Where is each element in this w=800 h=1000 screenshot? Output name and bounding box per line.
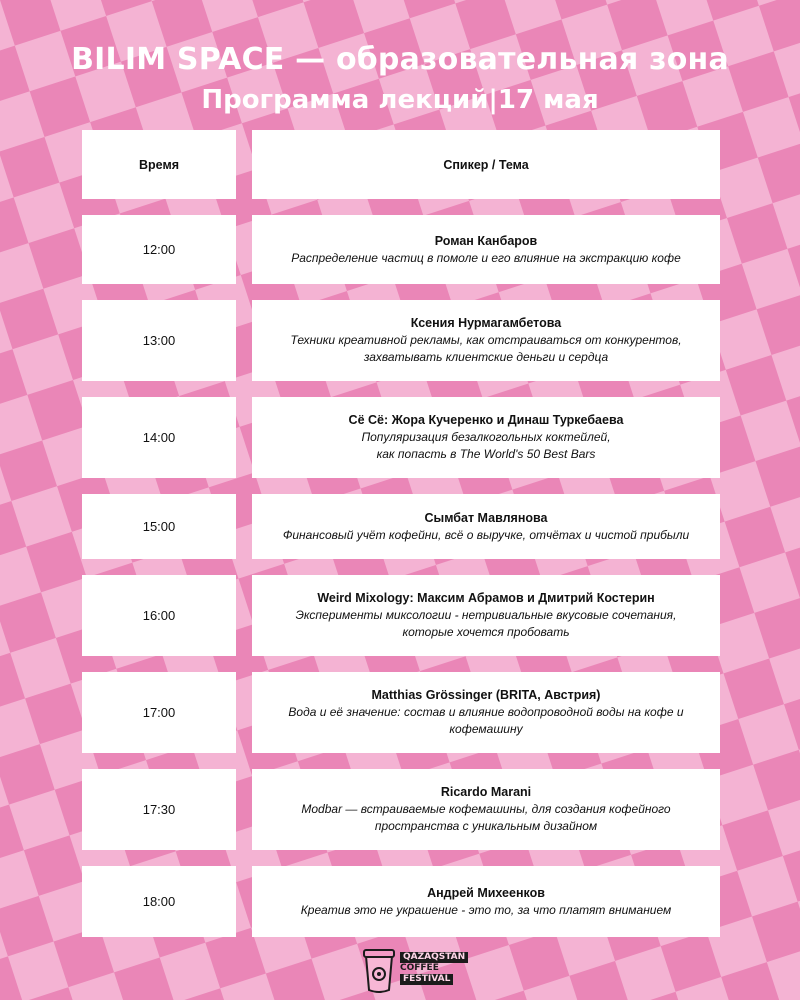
row-speaker: Роман Канбаров xyxy=(434,233,538,248)
table-row-topic xyxy=(252,494,720,559)
row-time: 13:00 xyxy=(142,333,176,348)
row-topic: Техники креативной рекламы, как отстраиваться от конкурентов, захватывать клиентские деньги и сердца xyxy=(290,333,682,364)
header-cell-topic xyxy=(252,130,720,199)
row-speaker: Андрей Михеенков xyxy=(427,885,545,900)
logo-text xyxy=(400,952,472,985)
logo-line-1: QAZAQSTAN xyxy=(400,952,468,963)
row-topic: Креатив это не украшение - это то, за что платят вниманием xyxy=(300,902,672,917)
row-time: 16:00 xyxy=(142,608,176,623)
row-time: 15:00 xyxy=(142,519,176,534)
row-time: 12:00 xyxy=(142,242,176,257)
coffee-cup-icon xyxy=(362,946,396,994)
row-speaker: Сымбат Мавлянова xyxy=(424,510,548,525)
page-subtitle: Программа лекций|17 мая xyxy=(201,85,599,115)
table-row-time xyxy=(82,300,236,381)
column-header-topic: Спикер / Тема xyxy=(443,157,529,172)
row-time: 14:00 xyxy=(142,430,176,445)
header xyxy=(0,40,800,120)
row-speaker: Weird Mixology: Максим Абрамов и Дмитрий Костерин xyxy=(317,591,655,605)
table-row-time xyxy=(82,215,236,284)
row-topic: Популяризация безалкогольных коктейлей, как попасть в The World's 50 Best Bars xyxy=(361,430,611,461)
table-row-time xyxy=(82,494,236,559)
table-row-time xyxy=(82,866,236,937)
logo-line-3: FESTIVAL xyxy=(400,974,453,985)
table-row-topic xyxy=(252,672,720,753)
table-row-time xyxy=(82,575,236,656)
page-title: BILIM SPACE — образовательная зона xyxy=(71,42,729,77)
table-row-time xyxy=(82,769,236,850)
row-time: 17:30 xyxy=(142,802,176,817)
row-speaker: Matthias Grössinger (BRITA, Австрия) xyxy=(371,688,601,702)
header-cell-time xyxy=(82,130,236,199)
row-speaker: Сё Сё: Жора Кучеренко и Динаш Туркебаева xyxy=(348,413,624,427)
table-row-time xyxy=(82,672,236,753)
row-time: 17:00 xyxy=(142,705,176,720)
table-row-time xyxy=(82,397,236,478)
row-topic: Распределение частиц в помоле и его влияние на экстракцию кофе xyxy=(291,250,681,265)
row-topic: Modbar — встраиваемые кофемашины, для создания кофейного пространства с уникальным дизайном xyxy=(301,802,671,833)
table-row-topic xyxy=(252,769,720,850)
column-header-time: Время xyxy=(139,157,179,172)
logo-line-2: COFFEE xyxy=(400,963,439,973)
festival-logo xyxy=(362,946,472,996)
table-row-topic xyxy=(252,397,720,478)
table-row-topic xyxy=(252,575,720,656)
row-topic: Вода и её значение: состав и влияние водопроводной воды на кофе и кофемашину xyxy=(288,705,684,736)
row-topic: Финансовый учёт кофейни, всё о выручке, отчётах и чистой прибыли xyxy=(282,527,690,542)
table-row-topic xyxy=(252,215,720,284)
table-row-topic xyxy=(252,300,720,381)
row-time: 18:00 xyxy=(142,894,176,909)
row-speaker: Ксения Нурмагамбетова xyxy=(410,316,562,330)
row-speaker: Ricardo Marani xyxy=(440,785,532,799)
row-topic: Эксперименты миксологии - нетривиальные вкусовые сочетания, которые хочется пробовать xyxy=(295,608,677,639)
table-row-topic xyxy=(252,866,720,937)
